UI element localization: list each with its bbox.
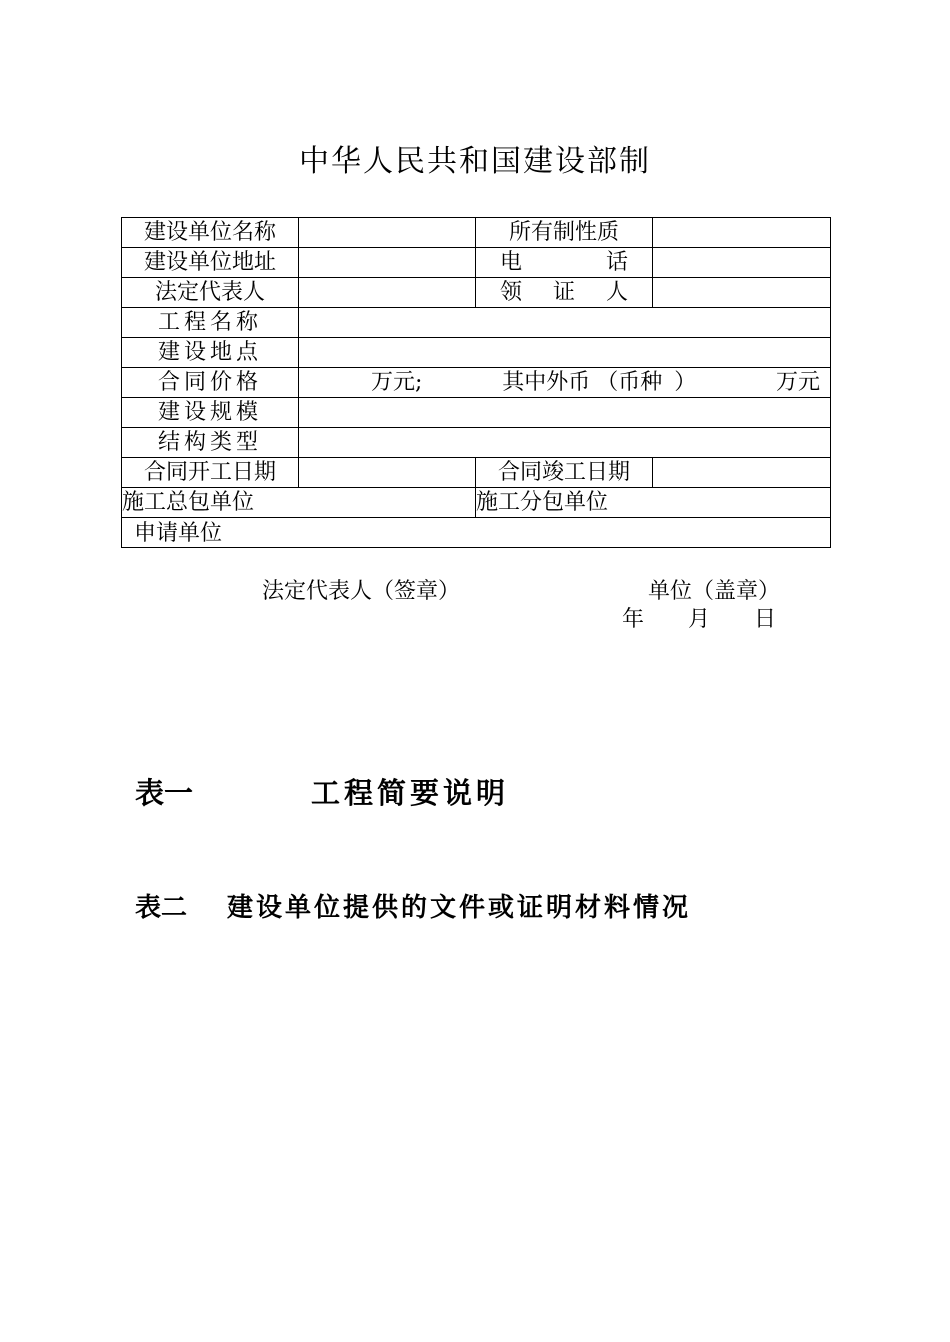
structure-value[interactable] (299, 428, 831, 458)
form-row-contract-price (122, 368, 831, 398)
unit-name-label: 建设单位名称 (122, 218, 299, 248)
phone-label (476, 248, 653, 278)
section-heading-2 (135, 888, 691, 928)
recipient-value[interactable] (653, 278, 831, 308)
section-number: 表一 (135, 776, 194, 810)
form-row-contractors (122, 488, 831, 518)
form-row-project-name (122, 308, 831, 338)
recipient-label-char: 领 (500, 279, 523, 305)
recipient-label-char: 人 (605, 279, 628, 305)
structure-label: 结构类型 (122, 428, 299, 458)
phone-value[interactable] (653, 248, 831, 278)
application-date (622, 606, 820, 634)
form-row-dates (122, 458, 831, 488)
form-row-structure (122, 428, 831, 458)
date-year: 年 (622, 607, 645, 632)
applicant-title: 申请单位 (134, 521, 223, 546)
applicant-cell[interactable] (122, 518, 831, 632)
phone-label-char: 电 (500, 249, 523, 275)
unit-name-value[interactable] (299, 218, 476, 248)
legal-rep-value[interactable] (299, 278, 476, 308)
scale-label: 建设规模 (122, 398, 299, 428)
end-date-label: 合同竣工日期 (476, 458, 653, 488)
section-title: 工程简要说明 (311, 776, 510, 810)
unit-seal: 单位（盖章） (648, 579, 781, 604)
project-name-value[interactable] (299, 308, 831, 338)
form-row-unit-address (122, 248, 831, 278)
recipient-label (476, 278, 653, 308)
contract-price-value[interactable] (299, 368, 831, 398)
unit-address-value[interactable] (299, 248, 476, 278)
legal-rep-signature: 法定代表人（签章） (262, 579, 461, 604)
foreign-unit: 万元 (775, 369, 820, 395)
start-date-value[interactable] (299, 458, 476, 488)
application-form-table (121, 217, 831, 632)
form-row-unit-name (122, 218, 831, 248)
recipient-label-char: 证 (552, 279, 575, 305)
general-contractor-cell[interactable]: 施工总包单位 (122, 488, 476, 518)
form-row-legal-rep (122, 278, 831, 308)
scale-value[interactable] (299, 398, 831, 428)
form-row-scale (122, 398, 831, 428)
section-heading-1 (135, 773, 509, 813)
start-date-label: 合同开工日期 (122, 458, 299, 488)
foreign-prefix: 其中外币 (502, 369, 591, 395)
ownership-label: 所有制性质 (476, 218, 653, 248)
currency-close: ） (674, 369, 697, 395)
foreign-currency-note (502, 369, 696, 397)
currency-open: （币种 (596, 369, 663, 395)
ownership-value[interactable] (653, 218, 831, 248)
date-month: 月 (688, 607, 711, 632)
legal-rep-label: 法定代表人 (122, 278, 299, 308)
price-unit: 万元; (371, 369, 423, 395)
location-label: 建设地点 (122, 338, 299, 368)
location-value[interactable] (299, 338, 831, 368)
project-name-label: 工程名称 (122, 308, 299, 338)
end-date-value[interactable] (653, 458, 831, 488)
page-title: 中华人民共和国建设部制 (299, 144, 651, 179)
form-row-location (122, 338, 831, 368)
section-title: 建设单位提供的文件或证明材料情况 (227, 893, 692, 923)
contract-price-label: 合同价格 (122, 368, 299, 398)
section-number: 表二 (135, 893, 188, 923)
subcontractor-cell[interactable]: 施工分包单位 (476, 488, 831, 518)
phone-label-char: 话 (605, 249, 628, 275)
unit-address-label: 建设单位地址 (122, 248, 299, 278)
form-row-applicant (122, 518, 831, 548)
date-day: 日 (754, 607, 777, 632)
